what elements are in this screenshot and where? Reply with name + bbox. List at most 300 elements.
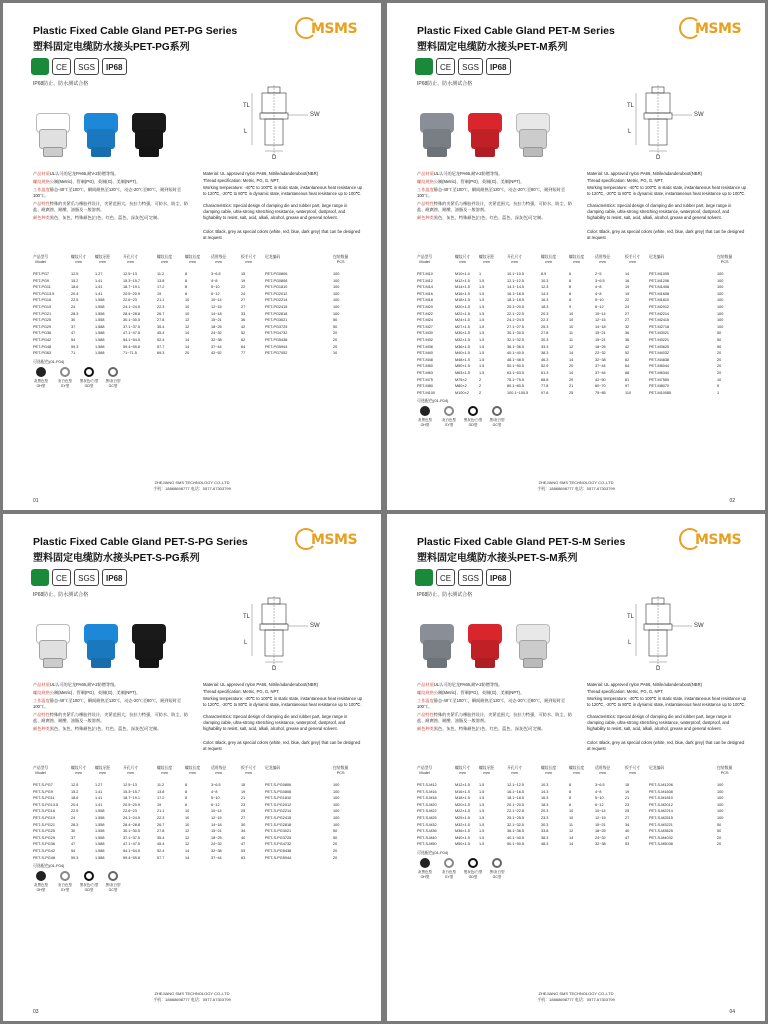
- table-cell: 13.8: [157, 789, 165, 794]
- table-cell: 12.5: [71, 783, 79, 787]
- table-cell: PET-M1408: [649, 285, 670, 290]
- table-cell: 18.6: [71, 796, 79, 801]
- table-cell: 4~8: [595, 789, 602, 794]
- gland-body: [135, 129, 163, 149]
- table-cell: 8: [569, 278, 572, 283]
- table-row: [417, 271, 747, 277]
- table-cell: 23: [625, 802, 630, 807]
- table-cell: 24: [241, 291, 246, 296]
- cable-gland-photo: [129, 113, 169, 159]
- color-swatch: [81, 871, 97, 893]
- table-cell: 27: [625, 318, 630, 323]
- table-cell: PET-M2415: [649, 318, 670, 323]
- table-cell: 8: [569, 298, 572, 303]
- table-row: [417, 291, 747, 297]
- table-cell: PET-PG25: [33, 318, 52, 323]
- table-cell: 20: [185, 351, 190, 356]
- table-cell: PET-PG42: [33, 338, 52, 342]
- table-cell: 16.1~16.5: [507, 291, 524, 296]
- table-cell: 100: [717, 272, 724, 276]
- table-cell: 14: [625, 272, 630, 276]
- table-header-cell: 适用线径 mm: [595, 766, 611, 775]
- table-cell: PET-PG19: [33, 305, 52, 309]
- spec-key: 颜色种类: [417, 215, 434, 220]
- table-row: [33, 848, 363, 854]
- table-cell: 13.8: [157, 278, 165, 283]
- spec-value: 静态-40℃至100℃，瞬间耐热至120℃，动态-20℃至80℃，耐到短时至100℃。: [33, 187, 182, 198]
- spec-row-cn: [417, 171, 577, 177]
- table-cell: M48×1.5: [455, 357, 470, 362]
- spec-value: 静态-40℃至100℃，瞬间耐热至120℃，动态-20℃至80℃，耐到短时至100℃。: [417, 187, 566, 198]
- table-cell: 1.588: [95, 344, 105, 349]
- msms-logo: [295, 528, 359, 552]
- table-cell: 12.1~12.5: [507, 278, 524, 283]
- table-cell: 100: [717, 789, 724, 794]
- table-row: [33, 278, 363, 284]
- table-cell: PET-S-PG21: [33, 822, 55, 827]
- table-cell: M16×1.5: [455, 291, 470, 296]
- table-cell: PET-PG2214: [265, 298, 288, 303]
- table-cell: 1.5: [479, 311, 485, 316]
- table-cell: 100: [717, 796, 724, 801]
- certifications: [415, 58, 511, 78]
- table-cell: 1.41: [95, 796, 103, 801]
- dimension-drawing: [238, 596, 328, 676]
- table-cell: 8: [185, 278, 188, 283]
- table-header-cell: 产品型号 Model: [417, 255, 433, 264]
- table-cell: 1.41: [95, 789, 103, 794]
- table-cell: 36.1~36.5: [507, 344, 524, 349]
- table-cell: 10: [185, 311, 190, 316]
- table-cell: 28.3: [71, 822, 79, 827]
- table-cell: 42: [241, 324, 246, 329]
- table-cell: 100: [717, 318, 724, 323]
- gland-body: [519, 129, 547, 149]
- table-cell: PET-S-PG7: [33, 783, 53, 787]
- table-cell: 10: [717, 377, 722, 382]
- table-cell: 63.1~63.5: [507, 371, 524, 375]
- table-cell: PET-S-M2515: [649, 816, 673, 820]
- swatch-ring-icon: [444, 406, 454, 416]
- table-cell: PET-PG2415: [265, 305, 288, 309]
- swatch-ring-icon: [84, 367, 94, 377]
- page-title-en: Plastic Fixed Cable Gland PET-M Series: [417, 25, 615, 37]
- cert-badge: IP68: [102, 58, 126, 75]
- spec-value: 静态-40℃至100℃，瞬间耐热至120℃，动态-20℃至80℃，耐到短时至100℃。: [417, 698, 566, 709]
- table-cell: PET-M36: [417, 344, 433, 349]
- table-cell: 48.1~48.5: [507, 357, 524, 362]
- table-cell: PET-M12: [417, 278, 433, 283]
- table-cell: PET-S-PG11: [33, 796, 55, 801]
- table-cell: 22.3: [157, 305, 165, 309]
- table-cell: 20: [717, 351, 722, 356]
- table-header-cell: 尼龙编码: [649, 255, 665, 259]
- table-cell: 1.5: [479, 298, 485, 303]
- table-cell: 100: [333, 311, 340, 316]
- table-cell: 32.1~32.5: [507, 338, 524, 342]
- table-cell: 33.8: [541, 829, 549, 834]
- gland-thread: [523, 147, 543, 157]
- spec-row-en: Working temperature: -40℃ to 100℃ in static state, instantaneous heat resistance up to 120℃, -20℃ to 80℃ in dynamic state, instantaneous heat resistance up to 100℃.: [203, 696, 363, 707]
- table-cell: 50: [717, 829, 722, 834]
- gland-thread: [523, 658, 543, 668]
- table-cell: 100: [717, 298, 724, 303]
- table-cell: PET-PG36: [33, 331, 52, 336]
- table-header-cell: 适用线径 mm: [211, 766, 227, 775]
- table-cell: 14~18: [595, 324, 606, 329]
- table-cell: 8: [569, 789, 572, 794]
- spec-value: 特殊的夹紧爪与橡胶件设计，夹紧范围大，抗拉力特强，可防水、防尘、防盐、耐腐蚀、耐酸、油脂及一般溶剂。: [33, 201, 188, 212]
- table-cell: PET-S-M40: [417, 835, 437, 840]
- table-cell: PET-S-M1608: [649, 789, 673, 794]
- page-subtitle: IP68防止、防水测试合格: [417, 81, 473, 87]
- cert-badge: SGS: [458, 58, 483, 75]
- table-cell: 19: [625, 789, 630, 794]
- table-cell: PET-M1608: [649, 291, 670, 296]
- page-title-cn: 塑料固定电缆防水接头PET-M系列: [417, 42, 568, 53]
- spec-row-en: Material: UL approved nylon PA66, Nitrile/adanderuboot(NBR): [203, 682, 318, 687]
- gland-body: [87, 640, 115, 660]
- table-cell: 10: [569, 324, 574, 329]
- table-cell: 27.8: [541, 331, 549, 336]
- gland-thread: [427, 147, 447, 157]
- table-cell: PET-S-PG2818: [265, 822, 292, 827]
- spec-key: 产品特性: [417, 201, 434, 206]
- table-cell: 28.4~28.8: [123, 311, 140, 316]
- table-cell: 18~25: [211, 835, 222, 840]
- table-cell: PET-S-M50: [417, 842, 437, 847]
- table-cell: 20: [333, 849, 338, 853]
- table-cell: 12.5~13: [123, 272, 137, 276]
- table-cell: M18×1.5: [455, 796, 470, 801]
- product-photos: [33, 624, 193, 684]
- table-cell: PET-M4838: [649, 357, 670, 362]
- gland-body: [87, 129, 115, 149]
- gland-body: [39, 129, 67, 149]
- cable-gland-photo: [513, 113, 553, 159]
- table-cell: 20.3: [541, 311, 549, 316]
- table-cell: M40×1.5: [455, 351, 470, 356]
- spec-row-en: Color: Black, grey as special colors (white, red, blue, dark grey) that can be designed at request: [203, 740, 361, 751]
- table-cell: 36: [625, 338, 630, 342]
- table-cell: PET-S-PG19: [33, 816, 55, 820]
- table-cell: M10×1.0: [455, 272, 470, 276]
- table-row: [417, 324, 747, 330]
- table-cell: 100: [717, 809, 724, 814]
- table-cell: 6: [569, 272, 572, 276]
- table-cell: PET-PG9: [33, 278, 50, 283]
- table-cell: 12.5~13: [123, 783, 137, 787]
- table-cell: 24: [625, 305, 630, 309]
- table-cell: PET-S-M5038: [649, 842, 673, 847]
- spec-row-en: Characteristics: Special design of clamping die and rubber part, large range in clamping cable, ultra-strong stretching resistance, waterproof, dustproof, and highability to resist, salt, acid, alkali, alcohol, grease and general solvent.: [587, 714, 732, 731]
- spec-value: 静态-40℃至100℃，瞬间耐热至120℃，动态-20℃至80℃，耐到短时至100℃。: [33, 698, 182, 709]
- table-cell: 3~6.5: [211, 783, 221, 787]
- product-photos: [33, 113, 193, 173]
- table-header-cell: 包装数量 PCS: [717, 255, 733, 264]
- table-cell: 37~44: [595, 364, 606, 369]
- table-cell: PET-PG5438: [265, 338, 288, 342]
- table-cell: 15: [241, 272, 246, 276]
- gland-body: [423, 640, 451, 660]
- page-subtitle: IP68防止、防水测试合格: [417, 592, 473, 598]
- footer-company: ZHEJIANG SMS TECHNOLOGY CO.,LTD: [154, 991, 230, 996]
- table-cell: 1.558: [95, 835, 105, 840]
- table-cell: 100: [333, 272, 340, 276]
- table-cell: PET-M32: [417, 338, 433, 342]
- table-cell: 100: [333, 278, 340, 283]
- table-cell: PET-M2012: [649, 305, 670, 309]
- table-cell: PET-S-M18: [417, 796, 437, 801]
- table-cell: 2: [479, 377, 482, 382]
- table-cell: 47: [241, 842, 246, 847]
- spec-row-en: Color: Black, grey as special colors (white, red, blue, dark grey) that can be designed at request: [587, 740, 745, 751]
- table-cell: 8: [185, 783, 188, 787]
- table-cell: 47: [625, 835, 630, 840]
- table-header-cell: 尼龙编码: [649, 766, 665, 770]
- spec-key: 颜色种类: [33, 726, 50, 731]
- spec-value: 公制(Metric)、管制(PG)、英制(G)、美制(NPT)。: [433, 179, 525, 184]
- table-cell: 54.1~54.5: [123, 338, 140, 342]
- table-cell: 20: [569, 364, 574, 369]
- table-cell: PET-PG0808: [265, 278, 288, 283]
- table-cell: 81: [625, 377, 630, 382]
- table-cell: 36: [241, 318, 246, 323]
- table-cell: PET-M100: [417, 390, 435, 395]
- table-header-cell: 螺纹牙距 mm: [95, 255, 111, 264]
- page-footer: [387, 480, 765, 492]
- page-number: 03: [33, 1009, 39, 1015]
- table-cell: PET-PG2012: [265, 291, 288, 296]
- table-cell: 40: [625, 829, 630, 834]
- table-cell: 50: [717, 344, 722, 349]
- table-row: [33, 317, 363, 323]
- table-cell: M25×1.5: [455, 816, 470, 820]
- table-cell: PET-M4032: [649, 351, 670, 356]
- table-cell: PET-M6344: [649, 371, 670, 375]
- table-cell: 12.5: [71, 272, 79, 276]
- swatch-label: 黑/灰白型 GC型: [105, 883, 121, 893]
- table-cell: PET-S-M16: [417, 789, 437, 794]
- table-cell: 110: [625, 390, 632, 395]
- table-row: [417, 802, 747, 808]
- table-cell: PET-PG3725: [265, 324, 288, 329]
- catalog-page-2: [387, 3, 765, 510]
- dimension-drawing: [238, 85, 328, 165]
- table-cell: 10.3: [541, 278, 549, 283]
- table-cell: 19: [625, 285, 630, 290]
- table-cell: 18~25: [595, 344, 606, 349]
- table-cell: 100: [333, 305, 340, 309]
- swatch-label: 黑灰色/白型 GD型: [79, 378, 99, 388]
- table-header-cell: 产品型号 Model: [33, 255, 49, 264]
- table-cell: 40.1~40.5: [507, 351, 524, 356]
- table-cell: 59.4~59.8: [123, 855, 140, 860]
- cable-gland-photo: [33, 113, 73, 159]
- table-cell: 52.9: [541, 364, 549, 369]
- table-cell: 12.3: [541, 285, 549, 290]
- dimension-label: L: [244, 129, 248, 135]
- table-cell: 1.5: [479, 291, 485, 296]
- table-cell: PET-M75: [417, 377, 433, 382]
- rohs-leaf-icon: [415, 58, 433, 75]
- table-cell: PET-PG3021: [265, 318, 288, 323]
- gland-thread: [91, 147, 111, 157]
- table-cell: 8: [185, 789, 188, 794]
- color-swatch: [417, 406, 433, 428]
- table-cell: 20.1~20.5: [507, 305, 524, 309]
- logo-text: MSMS: [695, 532, 742, 548]
- table-cell: 22.3: [157, 816, 165, 820]
- table-cell: 30.3: [541, 822, 549, 827]
- spec-key: 产品特性: [417, 712, 434, 717]
- table-cell: M80×2: [455, 384, 467, 389]
- swatch-label: 黑灰色/白型 GD型: [79, 883, 99, 893]
- table-header-cell: 尼龙编码: [265, 766, 281, 770]
- spec-key: 工作温度: [417, 187, 434, 192]
- table-cell: 8: [569, 291, 572, 296]
- page-subtitle: IP68防止、防水测试合格: [33, 592, 89, 598]
- table-header-cell: 螺纹长度 mm: [569, 766, 585, 775]
- table-cell: PET-M22: [417, 311, 433, 316]
- table-cell: 12: [185, 842, 190, 847]
- spec-row-cn: [417, 682, 577, 688]
- table-cell: 14: [569, 357, 574, 362]
- table-cell: 22.5: [71, 298, 79, 303]
- table-cell: 1.588: [95, 338, 105, 342]
- table-cell: PET-S-PG9: [33, 789, 53, 794]
- table-cell: 14: [569, 351, 574, 356]
- table-cell: 1.27: [95, 272, 103, 276]
- table-cell: 14: [185, 849, 190, 853]
- table-cell: PET-M63: [417, 371, 433, 375]
- table-cell: 36: [625, 331, 630, 336]
- table-cell: 22.3: [541, 318, 549, 323]
- table-cell: 20: [333, 344, 338, 349]
- table-cell: 47.1~47.5: [123, 331, 140, 336]
- table-cell: 8: [185, 272, 188, 276]
- table-cell: 40: [241, 835, 246, 840]
- page-title-en: Plastic Fixed Cable Gland PET-PG Series: [33, 25, 238, 37]
- table-header-cell: 螺纹尺寸 mm: [71, 766, 87, 775]
- spec-key: 螺纹规格: [33, 690, 50, 695]
- table-cell: M27×1.5: [455, 324, 470, 329]
- swatch-ring-icon: [468, 406, 478, 416]
- table-cell: 45.4: [157, 842, 165, 847]
- table-cell: 2: [479, 384, 482, 389]
- table-cell: 20: [333, 338, 338, 342]
- cable-gland-photo: [81, 624, 121, 670]
- table-cell: 14.3: [541, 291, 549, 296]
- table-cell: PET-PG2818: [265, 311, 288, 316]
- table-row: [417, 822, 747, 828]
- table-cell: PET-M48: [417, 357, 433, 362]
- color-options-title: 可选配色(01-F04): [417, 850, 449, 855]
- gland-thread: [139, 658, 159, 668]
- msms-logo: [295, 17, 359, 41]
- table-cell: 53: [241, 849, 246, 853]
- gland-thread: [475, 147, 495, 157]
- table-cell: PET-PG5944: [265, 344, 288, 349]
- table-cell: 100: [717, 278, 724, 283]
- table-cell: PET-S-PG42: [33, 849, 55, 853]
- spec-row-cn: [33, 187, 193, 199]
- table-cell: 21.1: [157, 809, 165, 814]
- table-cell: PET-S-PG0808: [265, 789, 292, 794]
- table-row: [417, 357, 747, 363]
- table-cell: 22: [241, 285, 246, 290]
- table-cell: 27: [241, 816, 246, 820]
- cert-badge: IP68: [486, 569, 510, 586]
- table-row: [33, 330, 363, 336]
- gland-thread: [43, 147, 63, 157]
- table-cell: 20.1~20.5: [507, 802, 524, 807]
- table-cell: 27: [625, 816, 630, 820]
- table-cell: 59.3: [71, 855, 79, 860]
- color-options-title: 可选配色(01-F04): [33, 863, 65, 869]
- spec-row-en: Material: UL approved nylon PA66, Nitrile/adanderuboot(NBR): [587, 171, 702, 176]
- table-cell: 28.3: [71, 311, 79, 316]
- table-cell: 12~15: [595, 816, 606, 820]
- table-cell: 1.588: [95, 849, 105, 853]
- table-cell: 5~10: [595, 796, 604, 801]
- table-cell: 20.4: [71, 291, 79, 296]
- table-cell: 100: [333, 796, 340, 801]
- spec-row-cn: [417, 201, 577, 213]
- color-options-title: 可选配色(01-F04): [417, 398, 449, 404]
- table-cell: 37~44: [211, 855, 222, 860]
- table-cell: 21: [569, 384, 574, 389]
- spec-row-cn: [33, 690, 193, 696]
- spec-value: UL认可的尼龙PA66,耐V-2防燃等级。: [433, 171, 503, 176]
- table-cell: 69.3: [157, 351, 165, 356]
- table-cell: PET-S-M20: [417, 802, 437, 807]
- table-cell: 1.588: [95, 351, 105, 356]
- table-cell: 19: [157, 802, 162, 807]
- table-row: [33, 271, 363, 277]
- table-cell: 15.3~15.7: [123, 789, 140, 794]
- table-cell: 30.3: [541, 338, 549, 342]
- table-cell: 12~15: [595, 318, 606, 323]
- table-cell: 10: [333, 351, 338, 356]
- swatch-ring-icon: [444, 858, 454, 868]
- gland-outline-drawing: [238, 85, 328, 165]
- table-cell: PET-M7550: [649, 377, 670, 382]
- certifications: [31, 58, 127, 78]
- gland-body: [39, 640, 67, 660]
- table-row: [33, 815, 363, 821]
- spec-key: 颜色种类: [33, 215, 50, 220]
- swatch-ring-icon: [60, 871, 70, 881]
- table-cell: 15: [241, 783, 246, 787]
- table-cell: PET-S-PG5438: [265, 849, 292, 853]
- cert-badge: SGS: [74, 569, 99, 586]
- table-cell: 1.558: [95, 829, 105, 834]
- table-cell: 35.4: [157, 835, 165, 840]
- table-cell: 30: [71, 829, 76, 834]
- table-cell: 14: [569, 842, 574, 847]
- table-cell: 100: [333, 802, 340, 807]
- table-cell: PET-S-PG25: [33, 829, 55, 834]
- color-swatches: [417, 858, 505, 880]
- table-cell: 52.4: [157, 849, 165, 853]
- table-cell: 50.1~50.5: [507, 364, 524, 369]
- table-cell: PET-S-M12: [417, 783, 437, 787]
- page-footer: [387, 991, 765, 1003]
- table-header-cell: 开孔尺寸 mm: [507, 255, 523, 264]
- table-row: [417, 284, 747, 290]
- table-header-cell: 开孔尺寸 mm: [507, 766, 523, 775]
